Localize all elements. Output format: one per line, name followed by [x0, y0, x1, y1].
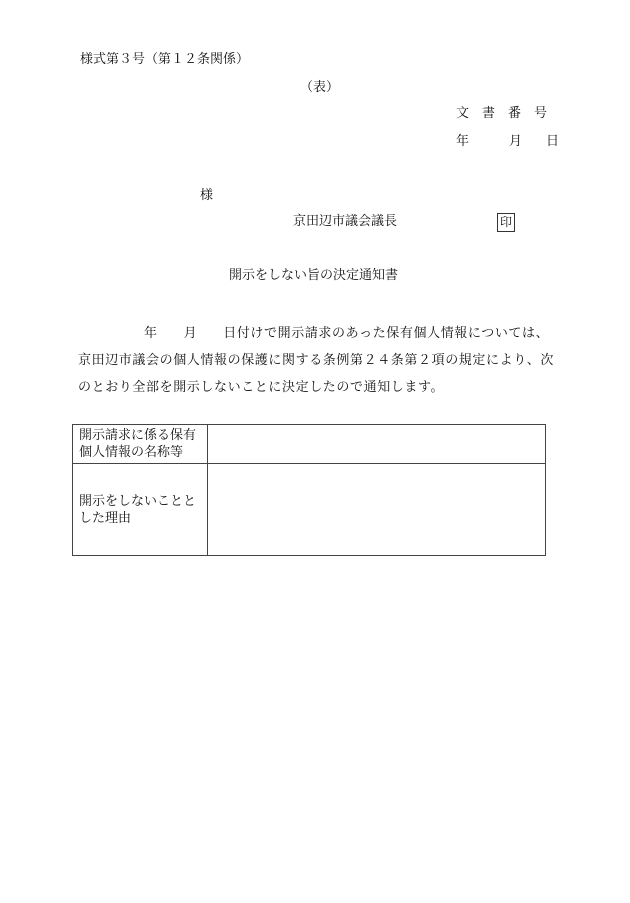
notice-body: [78, 320, 553, 401]
table-row: [73, 425, 546, 464]
addressee-suffix: 様: [200, 188, 214, 203]
document-number-label: 文 書 番 号: [456, 106, 548, 121]
body-year: 年: [144, 326, 158, 341]
body-line1: 日付けで開示請求のあった保有個人情報については、: [223, 326, 550, 341]
side-label: （表）: [300, 80, 340, 95]
date-line: [456, 134, 559, 150]
date-month: 月: [509, 134, 523, 149]
document-title: 開示をしない旨の決定通知書: [229, 268, 399, 283]
row-label-info-name: 開示請求に係る保有個人情報の名称等: [73, 425, 208, 464]
body-month: 月: [183, 326, 198, 341]
row-label-reason: 開示をしないこととした理由: [73, 464, 208, 556]
row-value-reason[interactable]: [208, 464, 546, 556]
date-year: 年: [456, 134, 470, 149]
info-table: [72, 424, 546, 556]
row-value-info-name[interactable]: [208, 425, 546, 464]
body-line2: 京田辺市議会の個人情報の保護に関する条例第２４条第２項の規定により、次: [78, 353, 555, 368]
body-line3: のとおり全部を開示しないことに決定したので通知します。: [78, 380, 445, 395]
seal-stamp: 印: [497, 213, 515, 232]
sender-name: 京田辺市議会議長: [293, 214, 398, 229]
table-row: [73, 464, 546, 556]
date-day: 日: [546, 134, 560, 149]
form-number: 様式第３号（第１２条関係）: [80, 52, 250, 67]
